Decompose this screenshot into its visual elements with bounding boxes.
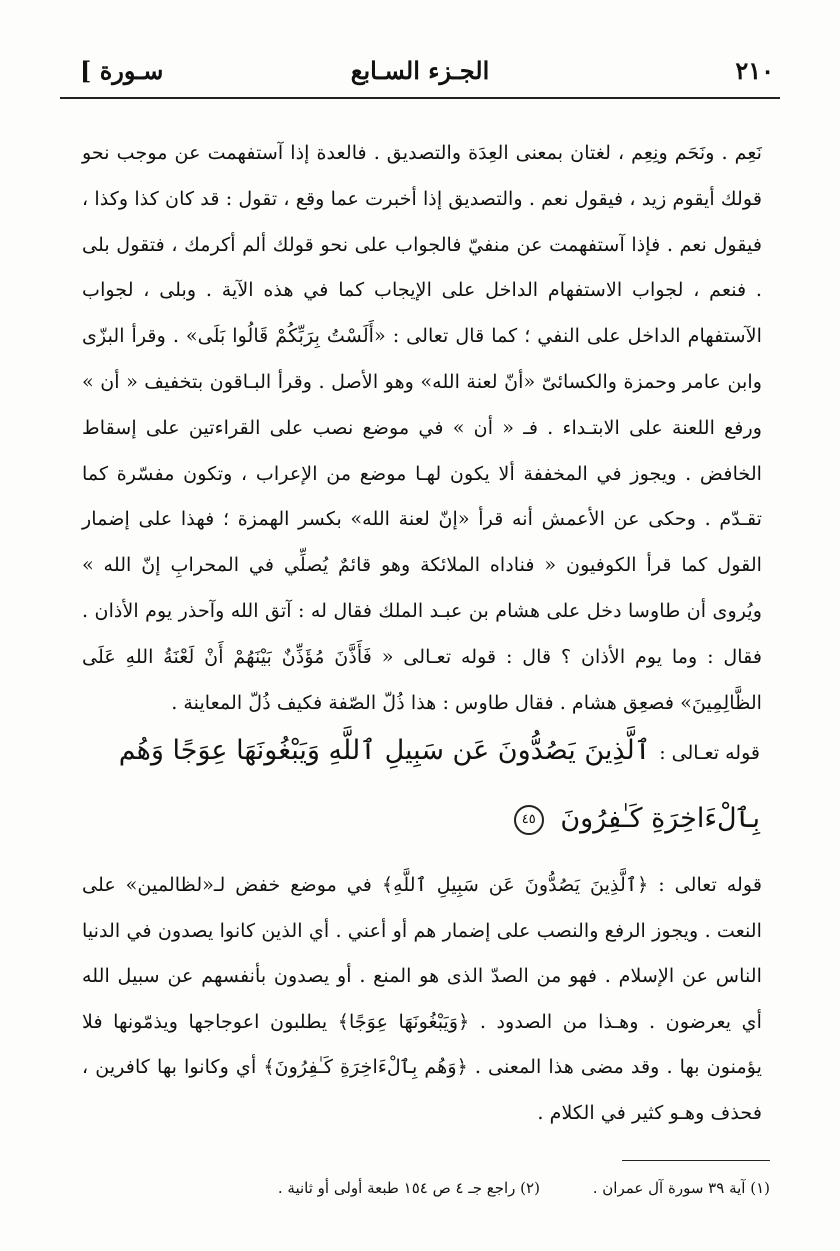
page-number: ٢١٠ bbox=[735, 56, 774, 85]
verse-text-2: بِٱلْءَاخِرَةِ كَـٰفِرُونَ bbox=[560, 803, 760, 834]
footnote-divider bbox=[622, 1160, 770, 1161]
footnote-2: (٢) راجع جـ ٤ ص ١٥٤ طبعة أولى أو ثانية . bbox=[277, 1179, 540, 1197]
page-header bbox=[60, 50, 780, 94]
surah-label: سـورة ] bbox=[80, 56, 164, 85]
verse-intro: قوله تعـالى : bbox=[659, 742, 760, 764]
commentary-paragraph: قوله تعالى : ﴿ٱلَّذِينَ يَصُدُّونَ عَن سَبِيلِ ٱللَّهِ﴾ في موضع خفض لـ«لظالمين» على النعت . ويجوز الرفع والنصب على إضمار هم أو أعني . أي الذين كانوا يصدون في الدنيا الناس عن الإسلام . فهو من الصدّ الذى هو المنع . أو يصدون بأنفسهم عن سبيل الله أي يعرضون . وهـذا من الصدود . ﴿وَيَبْغُونَهَا عِوَجًا﴾ يطلبون اعوجاجها ويذمّونها فلا يؤمنون بها . وقد مضى هذا المعنى . ﴿وَهُم بِٱلْءَاخِرَةِ كَـٰفِرُونَ﴾ أي وكانوا بها كافرين ، فحذف وهـو كثير في الكلام . bbox=[82, 873, 762, 1124]
verse-line-2 bbox=[90, 786, 760, 852]
commentary-text bbox=[82, 862, 762, 1135]
footnotes bbox=[170, 1173, 770, 1203]
quran-verse bbox=[90, 718, 760, 852]
verse-text-1: ٱلَّذِينَ يَصُدُّونَ عَن سَبِيلِ ٱللَّهِ وَيَبْغُونَهَا عِوَجًا وَهُم bbox=[118, 735, 651, 766]
running-title: الجـزء السـابع bbox=[350, 56, 490, 85]
footnote-1: (١) آية ٣٩ سورة آل عمران . bbox=[592, 1179, 770, 1197]
header-divider bbox=[60, 97, 780, 99]
ayah-number-marker: ٤٥ bbox=[514, 805, 544, 835]
main-text bbox=[82, 130, 762, 725]
verse-line-1 bbox=[90, 718, 760, 786]
body-paragraph: نَعِم . ونَحَم ونِعِم ، لغتان بمعنى العِدَة والتصديق . فالعدة إذا آستفهمت عن موجب نحو قولك أيقوم زيد ، فيقول نعم . والتصديق إذا أخبرت عما وقع ، تقول : قد كان كذا وكذا ، فيقول نعم . فإذا آستفهمت عن منفيّ فالجواب على نحو قولك ألم أكرمك ، فتقول بلى . فنعم ، لجواب الاستفهام الداخل على الإيجاب كما في هذه الآية . وبلى ، لجواب الآستفهام الداخل على النفي ؛ كما قال تعالى : «أَلَسْتُ بِرَبِّكُمْ قَالُوا بَلَى» . وقرأ البزّى وابن عامر وحمزة والكسائىّ «أنّ لعنة الله» وهو الأصل . وقرأ البـاقون بتخفيف « أن » ورفع اللعنة على الابتـداء . فـ « أن » في موضع نصب على القراءتين على إسقاط الخافض . ويجوز في المخففة ألا يكون لهـا موضع من الإعراب ، وتكون مفسّرة كما تقـدّم . وحكى عن الأعمش أنه قرأ «إنّ لعنة الله» بكسر الهمزة ؛ فهذا على إضمار القول كما قرأ الكوفيون « فناداه الملائكة وهو قائمٌ يُصلِّي في المحرابِ إنّ الله » ويُروى أن طاوسا دخل على هشام بن عبـد الملك فقال له : آتق الله وآحذر يوم الأذان . فقال : وما يوم الأذان ؟ قال : قوله تعـالى « فَأَذَّنَ مُؤَذِّنٌ بَيْنَهُمْ أَنْ لَعْنَةُ اللهِ عَلَى الظَّالِمِينَ» فصعِق هشام . فقال طاوس : هذا ذُلّ الصّفة فكيف ذُلّ المعاينة . bbox=[82, 141, 762, 714]
